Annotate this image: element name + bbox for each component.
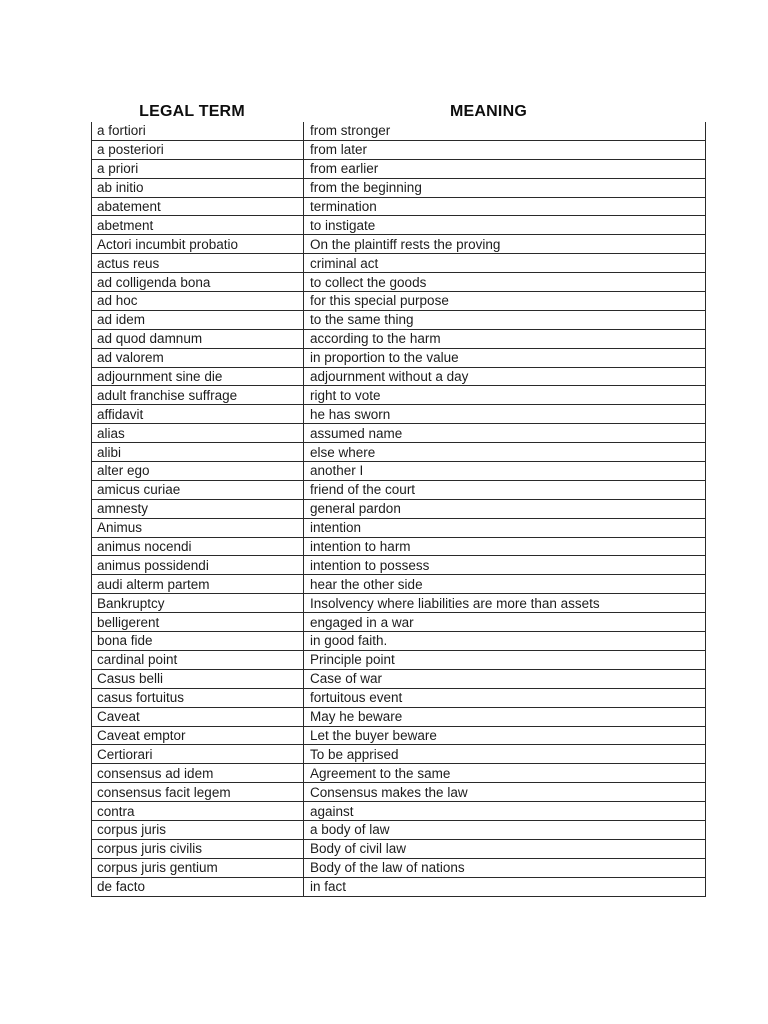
meaning-cell: according to the harm <box>304 329 706 348</box>
meaning-cell: assumed name <box>304 424 706 443</box>
table-row <box>92 254 706 273</box>
meaning-cell: to collect the goods <box>304 273 706 292</box>
meaning-cell: Body of the law of nations <box>304 858 706 877</box>
table-row <box>92 726 706 745</box>
term-cell: a priori <box>92 159 304 178</box>
table-row <box>92 197 706 216</box>
table-row <box>92 499 706 518</box>
table-row <box>92 613 706 632</box>
meaning-cell: criminal act <box>304 254 706 273</box>
table-row <box>92 235 706 254</box>
table-row <box>92 159 706 178</box>
term-cell: contra <box>92 802 304 821</box>
meaning-cell: hear the other side <box>304 575 706 594</box>
meaning-cell: engaged in a war <box>304 613 706 632</box>
table-row <box>92 122 706 140</box>
meaning-cell: termination <box>304 197 706 216</box>
meaning-cell: intention to possess <box>304 556 706 575</box>
meaning-cell: May he beware <box>304 707 706 726</box>
table-row <box>92 764 706 783</box>
term-cell: casus fortuitus <box>92 688 304 707</box>
table-row <box>92 575 706 594</box>
term-cell: audi alterm partem <box>92 575 304 594</box>
table-row <box>92 839 706 858</box>
term-cell: ab initio <box>92 178 304 197</box>
term-cell: Bankruptcy <box>92 594 304 613</box>
table-row <box>92 216 706 235</box>
meaning-cell: from later <box>304 140 706 159</box>
term-cell: Animus <box>92 518 304 537</box>
term-cell: amnesty <box>92 499 304 518</box>
table-row <box>92 518 706 537</box>
term-cell: belligerent <box>92 613 304 632</box>
table-row <box>92 480 706 499</box>
term-cell: alias <box>92 424 304 443</box>
term-cell: ad idem <box>92 310 304 329</box>
term-cell: Casus belli <box>92 669 304 688</box>
table-row <box>92 669 706 688</box>
term-cell: a posteriori <box>92 140 304 159</box>
term-cell: adult franchise suffrage <box>92 386 304 405</box>
table-row <box>92 443 706 462</box>
table-row <box>92 820 706 839</box>
table-row <box>92 632 706 651</box>
meaning-cell: against <box>304 802 706 821</box>
meaning-cell: intention to harm <box>304 537 706 556</box>
term-cell: alter ego <box>92 462 304 481</box>
meaning-cell: in good faith. <box>304 632 706 651</box>
term-cell: Actori incumbit probatio <box>92 235 304 254</box>
meaning-cell: a body of law <box>304 820 706 839</box>
term-cell: a fortiori <box>92 122 304 140</box>
meaning-cell: to the same thing <box>304 310 706 329</box>
table-header-row <box>91 103 684 121</box>
table-row <box>92 688 706 707</box>
meaning-cell: adjournment without a day <box>304 367 706 386</box>
meaning-cell: Insolvency where liabilities are more than assets <box>304 594 706 613</box>
table-row <box>92 556 706 575</box>
term-cell: corpus juris civilis <box>92 839 304 858</box>
term-cell: corpus juris gentium <box>92 858 304 877</box>
table-row <box>92 877 706 896</box>
meaning-cell: else where <box>304 443 706 462</box>
term-cell: consensus facit legem <box>92 783 304 802</box>
meaning-cell: right to vote <box>304 386 706 405</box>
meaning-cell: intention <box>304 518 706 537</box>
table-row <box>92 594 706 613</box>
table-row <box>92 405 706 424</box>
meaning-cell: Consensus makes the law <box>304 783 706 802</box>
term-cell: cardinal point <box>92 650 304 669</box>
table-row <box>92 367 706 386</box>
table-row <box>92 802 706 821</box>
term-cell: adjournment sine die <box>92 367 304 386</box>
term-cell: Certiorari <box>92 745 304 764</box>
meaning-cell: to instigate <box>304 216 706 235</box>
table-row <box>92 348 706 367</box>
meaning-cell: another I <box>304 462 706 481</box>
term-cell: corpus juris <box>92 820 304 839</box>
table-row <box>92 329 706 348</box>
table-row <box>92 386 706 405</box>
meaning-cell: Body of civil law <box>304 839 706 858</box>
table-row <box>92 858 706 877</box>
table-row <box>92 650 706 669</box>
term-cell: consensus ad idem <box>92 764 304 783</box>
meaning-cell: from stronger <box>304 122 706 140</box>
term-cell: Caveat emptor <box>92 726 304 745</box>
meaning-cell: in proportion to the value <box>304 348 706 367</box>
table-row <box>92 462 706 481</box>
table-row <box>92 424 706 443</box>
meaning-cell: he has sworn <box>304 405 706 424</box>
meaning-cell: To be apprised <box>304 745 706 764</box>
meaning-cell: general pardon <box>304 499 706 518</box>
meaning-cell: from earlier <box>304 159 706 178</box>
meaning-cell: for this special purpose <box>304 292 706 311</box>
term-cell: ad colligenda bona <box>92 273 304 292</box>
meaning-cell: On the plaintiff rests the proving <box>304 235 706 254</box>
term-cell: ad valorem <box>92 348 304 367</box>
term-cell: abatement <box>92 197 304 216</box>
header-meaning: MEANING <box>450 103 527 120</box>
term-cell: affidavit <box>92 405 304 424</box>
table-row <box>92 783 706 802</box>
meaning-cell: from the beginning <box>304 178 706 197</box>
meaning-cell: Principle point <box>304 650 706 669</box>
meaning-cell: Case of war <box>304 669 706 688</box>
table-row <box>92 310 706 329</box>
table-row <box>92 537 706 556</box>
term-cell: de facto <box>92 877 304 896</box>
term-cell: amicus curiae <box>92 480 304 499</box>
meaning-cell: in fact <box>304 877 706 896</box>
term-cell: animus nocendi <box>92 537 304 556</box>
term-cell: bona fide <box>92 632 304 651</box>
term-cell: alibi <box>92 443 304 462</box>
header-legal-term: LEGAL TERM <box>139 103 245 120</box>
term-cell: ad hoc <box>92 292 304 311</box>
table-row <box>92 178 706 197</box>
term-cell: abetment <box>92 216 304 235</box>
term-cell: ad quod damnum <box>92 329 304 348</box>
term-cell: animus possidendi <box>92 556 304 575</box>
meaning-cell: fortuitous event <box>304 688 706 707</box>
legal-terms-table <box>91 122 706 897</box>
table-row <box>92 292 706 311</box>
meaning-cell: friend of the court <box>304 480 706 499</box>
meaning-cell: Let the buyer beware <box>304 726 706 745</box>
table-row <box>92 140 706 159</box>
table-row <box>92 707 706 726</box>
term-cell: Caveat <box>92 707 304 726</box>
meaning-cell: Agreement to the same <box>304 764 706 783</box>
table-row <box>92 273 706 292</box>
term-cell: actus reus <box>92 254 304 273</box>
terms-table-body <box>92 122 706 896</box>
table-row <box>92 745 706 764</box>
